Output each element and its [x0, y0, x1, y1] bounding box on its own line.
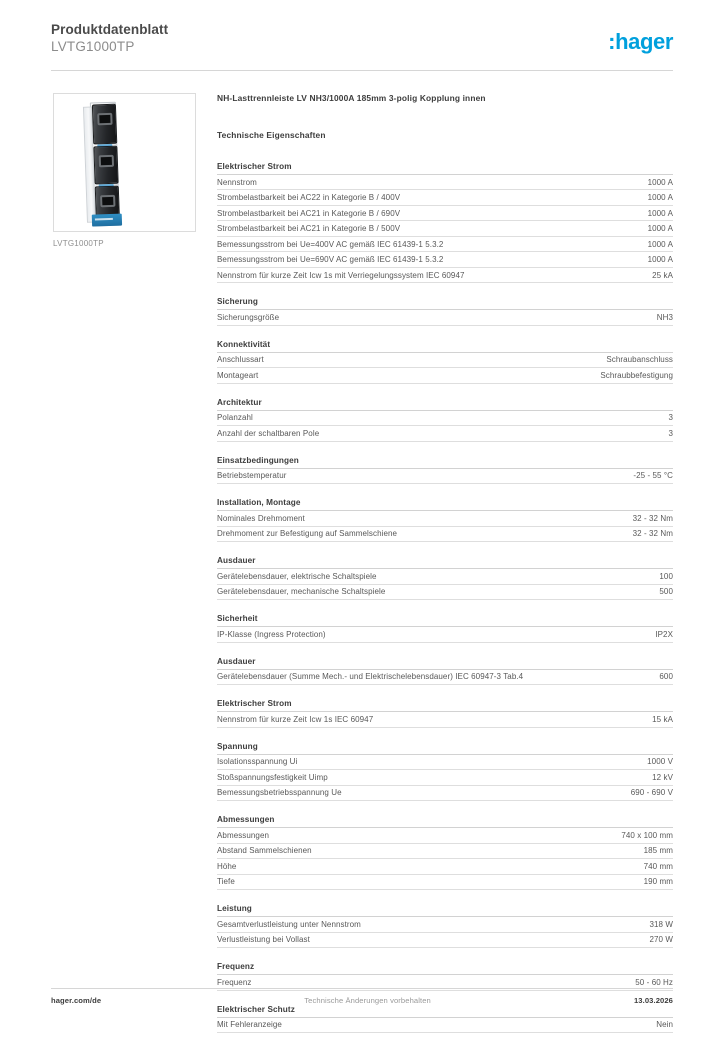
spec-value: 740 mm — [643, 861, 673, 871]
spec-group — [217, 814, 673, 890]
spec-label: Bemessungsbetriebsspannung Ue — [217, 788, 342, 798]
spec-row — [217, 859, 673, 874]
spec-value: 1000 V — [647, 757, 673, 767]
product-image-box — [53, 93, 196, 232]
spec-group — [217, 455, 673, 484]
spec-row — [217, 511, 673, 526]
spec-label: Verlustleistung bei Vollast — [217, 935, 310, 945]
spec-label: Drehmoment zur Befestigung auf Sammelschiene — [217, 529, 398, 539]
spec-group-title: Konnektivität — [217, 339, 673, 353]
spec-label: IP-Klasse (Ingress Protection) — [217, 629, 326, 639]
spec-value: 1000 A — [647, 208, 673, 218]
spec-value: 3 — [668, 428, 673, 438]
header-titles — [51, 22, 168, 55]
spec-group-title: Leistung — [217, 903, 673, 917]
spec-value: Nein — [656, 1020, 673, 1030]
spec-label: Betriebstemperatur — [217, 471, 287, 481]
spec-group — [217, 741, 673, 801]
spec-value: 1000 A — [647, 224, 673, 234]
spec-group-title: Abmessungen — [217, 814, 673, 828]
product-full-name: NH-Lasttrennleiste LV NH3/1000A 185mm 3-polig Kopplung innen — [217, 93, 486, 103]
spec-row — [217, 237, 673, 252]
spec-label: Tiefe — [217, 877, 235, 887]
product-photo-icon — [80, 101, 136, 229]
spec-label: Nennstrom für kurze Zeit Icw 1s mit Verriegelungssystem IEC 60947 — [217, 270, 465, 280]
spec-label: Abstand Sammelschienen — [217, 846, 312, 856]
spec-row — [217, 175, 673, 190]
spec-label: Bemessungsstrom bei Ue=400V AC gemäß IEC 61439-1 5.3.2 — [217, 239, 444, 249]
spec-row — [217, 670, 673, 685]
spec-group — [217, 555, 673, 600]
spec-group — [217, 613, 673, 642]
spec-row — [217, 411, 673, 426]
spec-group-title: Ausdauer — [217, 555, 673, 569]
spec-label: Nominales Drehmoment — [217, 513, 305, 523]
spec-row — [217, 206, 673, 221]
spec-value: 500 — [659, 587, 673, 597]
product-branding-label-shape — [92, 214, 122, 227]
spec-label: Montageart — [217, 370, 259, 380]
spec-row — [217, 755, 673, 770]
spec-label: Gerätelebensdauer, elektrische Schaltspiele — [217, 571, 377, 581]
spec-value: IP2X — [655, 629, 673, 639]
spec-value: 318 W — [649, 919, 673, 929]
spec-row — [217, 933, 673, 948]
page-title: Produktdatenblatt — [51, 22, 169, 37]
header-divider — [51, 70, 673, 71]
spec-label: Strombelastbarkeit bei AC21 in Kategorie B / 690V — [217, 208, 401, 218]
spec-value: 690 - 690 V — [630, 788, 673, 798]
spec-label: Strombelastbarkeit bei AC21 in Kategorie B / 500V — [217, 224, 401, 234]
spec-group-title: Spannung — [217, 741, 673, 755]
spec-group-title: Sicherheit — [217, 613, 673, 627]
spec-label: Isolationsspannung Ui — [217, 757, 298, 767]
spec-value: -25 - 55 °C — [633, 471, 673, 481]
spec-value: Schraubbefestigung — [600, 370, 673, 380]
spec-row — [217, 353, 673, 368]
spec-label: Bemessungsstrom bei Ue=690V AC gemäß IEC 61439-1 5.3.2 — [217, 255, 444, 265]
spec-row — [217, 917, 673, 932]
page-footer — [51, 996, 673, 1005]
spec-row — [217, 875, 673, 890]
spec-label: Gerätelebensdauer (Summe Mech.- und Elektrischelebensdauer) IEC 60947-3 Tab.4 — [217, 672, 524, 682]
spec-label: Anschlussart — [217, 355, 264, 365]
spec-row — [217, 268, 673, 283]
spec-row — [217, 252, 673, 267]
spec-value: 600 — [659, 672, 673, 682]
spec-label: Mit Fehleranzeige — [217, 1020, 282, 1030]
spec-row — [217, 844, 673, 859]
spec-value: 100 — [659, 571, 673, 581]
spec-row — [217, 190, 673, 205]
product-handle-shape — [92, 104, 117, 145]
spec-group-title: Architektur — [217, 397, 673, 411]
spec-row — [217, 368, 673, 383]
spec-row — [217, 712, 673, 727]
spec-label: Stoßspannungsfestigkeit Uimp — [217, 772, 328, 782]
spec-row — [217, 585, 673, 600]
spec-group — [217, 296, 673, 325]
spec-row — [217, 569, 673, 584]
spec-group-title: Installation, Montage — [217, 497, 673, 511]
spec-value: 15 kA — [652, 714, 673, 724]
page-header — [51, 22, 673, 66]
spec-value: 1000 A — [647, 255, 673, 265]
spec-group — [217, 161, 673, 283]
spec-label: Nennstrom für kurze Zeit Icw 1s IEC 60947 — [217, 714, 374, 724]
product-image-caption: LVTG1000TP — [53, 239, 104, 248]
spec-row — [217, 786, 673, 801]
footer-divider — [51, 988, 673, 989]
spec-label: Anzahl der schaltbaren Pole — [217, 428, 320, 438]
hager-logo: :hager — [608, 29, 673, 54]
spec-group — [217, 656, 673, 685]
spec-value: NH3 — [656, 312, 673, 322]
spec-value: 190 mm — [643, 877, 673, 887]
footer-disclaimer: Technische Änderungen vorbehalten — [304, 996, 431, 1005]
spec-value: 12 kV — [652, 772, 673, 782]
footer-date: 13.03.2026 — [633, 996, 673, 1005]
spec-label: Gesamtverlustleistung unter Nennstrom — [217, 919, 361, 929]
spec-group-title: Frequenz — [217, 961, 673, 975]
product-handle-shape — [93, 146, 118, 185]
product-image-column — [53, 93, 198, 249]
spec-value: 270 W — [649, 935, 673, 945]
spec-group-title: Elektrischer Schutz — [217, 1004, 673, 1018]
spec-row — [217, 1018, 673, 1033]
spec-row — [217, 527, 673, 542]
spec-label: Strombelastbarkeit bei AC22 in Kategorie B / 400V — [217, 193, 401, 203]
spec-group-title: Einsatzbedingungen — [217, 455, 673, 469]
spec-group — [217, 397, 673, 442]
spec-group — [217, 698, 673, 727]
spec-value: 25 kA — [652, 270, 673, 280]
technical-characteristics-heading: Technische Eigenschaften — [217, 130, 326, 140]
spec-value: 740 x 100 mm — [621, 830, 673, 840]
spec-value: 1000 A — [647, 177, 673, 187]
spec-row — [217, 221, 673, 236]
footer-website-link[interactable]: hager.com/de — [51, 996, 102, 1005]
spec-row — [217, 828, 673, 843]
spec-label: Polanzahl — [217, 413, 253, 423]
spec-row — [217, 469, 673, 484]
spec-label: Sicherungsgröße — [217, 312, 280, 322]
spec-group-title: Ausdauer — [217, 656, 673, 670]
spec-value: 185 mm — [643, 846, 673, 856]
spec-group — [217, 1004, 673, 1033]
spec-label: Frequenz — [217, 977, 252, 987]
spec-group-title: Elektrischer Strom — [217, 161, 673, 175]
spec-value: 32 - 32 Nm — [632, 513, 673, 523]
spec-label: Nennstrom — [217, 177, 257, 187]
spec-label: Höhe — [217, 861, 237, 871]
spec-row — [217, 426, 673, 441]
spec-value: Schraubanschluss — [606, 355, 673, 365]
spec-groups-container — [217, 161, 673, 1033]
spec-group-title: Elektrischer Strom — [217, 698, 673, 712]
spec-group — [217, 961, 673, 990]
spec-value: 1000 A — [647, 193, 673, 203]
spec-group — [217, 903, 673, 948]
spec-group — [217, 497, 673, 542]
specification-column — [217, 93, 673, 1046]
spec-row — [217, 310, 673, 325]
spec-value: 1000 A — [647, 239, 673, 249]
spec-row — [217, 627, 673, 642]
spec-value: 32 - 32 Nm — [632, 529, 673, 539]
spec-row — [217, 770, 673, 785]
spec-group — [217, 339, 673, 384]
page-subtitle-product-code: LVTG1000TP — [51, 39, 135, 54]
spec-label: Abmessungen — [217, 830, 270, 840]
spec-group-title: Sicherung — [217, 296, 673, 310]
spec-value: 50 - 60 Hz — [635, 977, 673, 987]
spec-label: Gerätelebensdauer, mechanische Schaltspiele — [217, 587, 386, 597]
spec-value: 3 — [668, 413, 673, 423]
